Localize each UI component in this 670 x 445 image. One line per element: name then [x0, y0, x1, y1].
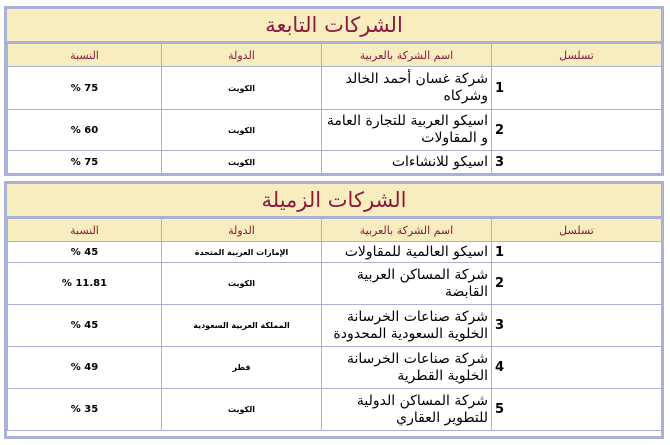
- header-percent: النسبة: [8, 219, 162, 242]
- serial-cell: 2: [492, 263, 662, 305]
- table-row: [8, 305, 662, 347]
- percent-cell: 75 %: [8, 151, 162, 174]
- percent-cell: 11.81 %: [8, 263, 162, 305]
- subsidiaries-title: الشركات التابعة: [7, 9, 661, 43]
- company-name: شركة المساكن العربية القابضة: [322, 263, 492, 305]
- header-name: اسم الشركة بالعربية: [322, 44, 492, 67]
- header-country: الدولة: [162, 219, 322, 242]
- company-name: شركة صناعات الخرسانة الخلوية السعودية المحدودة: [322, 305, 492, 347]
- country-cell: الكويت: [162, 110, 322, 151]
- company-name: شركة غسان أحمد الخالد وشركاه: [322, 67, 492, 110]
- serial-cell: 2: [492, 110, 662, 151]
- subsidiaries-section: [4, 6, 664, 176]
- table-row: [8, 110, 662, 151]
- percent-cell: 45 %: [8, 305, 162, 347]
- sister-companies-section: [4, 181, 664, 439]
- header-serial: تسلسل: [492, 44, 662, 67]
- sister-companies-table: [7, 218, 662, 431]
- header-row: [8, 44, 662, 67]
- serial-cell: 1: [492, 242, 662, 263]
- header-row: [8, 219, 662, 242]
- header-name: اسم الشركة بالعربية: [322, 219, 492, 242]
- table-row: [8, 67, 662, 110]
- company-name: شركة صناعات الخرسانة الخلوية القطرية: [322, 347, 492, 389]
- table-row: [8, 347, 662, 389]
- percent-cell: 75 %: [8, 67, 162, 110]
- serial-cell: 4: [492, 347, 662, 389]
- sister-companies-title: الشركات الزميلة: [7, 184, 661, 218]
- serial-cell: 1: [492, 67, 662, 110]
- table-row: [8, 151, 662, 174]
- header-percent: النسبة: [8, 44, 162, 67]
- table-row: [8, 389, 662, 431]
- company-name: اسيكو العالمية للمقاولات: [322, 242, 492, 263]
- header-serial: تسلسل: [492, 219, 662, 242]
- company-name: اسيكو العربية للتجارة العامة و المقاولات: [322, 110, 492, 151]
- percent-cell: 49 %: [8, 347, 162, 389]
- country-cell: الكويت: [162, 389, 322, 431]
- country-cell: الإمارات العربية المتحدة: [162, 242, 322, 263]
- company-name: شركة المساكن الدولية للتطوير العقاري: [322, 389, 492, 431]
- country-cell: المملكة العربية السعودية: [162, 305, 322, 347]
- country-cell: الكويت: [162, 67, 322, 110]
- percent-cell: 35 %: [8, 389, 162, 431]
- company-name: اسيكو للانشاءات: [322, 151, 492, 174]
- country-cell: الكويت: [162, 151, 322, 174]
- serial-cell: 3: [492, 305, 662, 347]
- percent-cell: 60 %: [8, 110, 162, 151]
- percent-cell: 45 %: [8, 242, 162, 263]
- serial-cell: 3: [492, 151, 662, 174]
- country-cell: الكويت: [162, 263, 322, 305]
- table-row: [8, 263, 662, 305]
- table-row: [8, 242, 662, 263]
- serial-cell: 5: [492, 389, 662, 431]
- subsidiaries-table: [7, 43, 662, 174]
- country-cell: قطر: [162, 347, 322, 389]
- header-country: الدولة: [162, 44, 322, 67]
